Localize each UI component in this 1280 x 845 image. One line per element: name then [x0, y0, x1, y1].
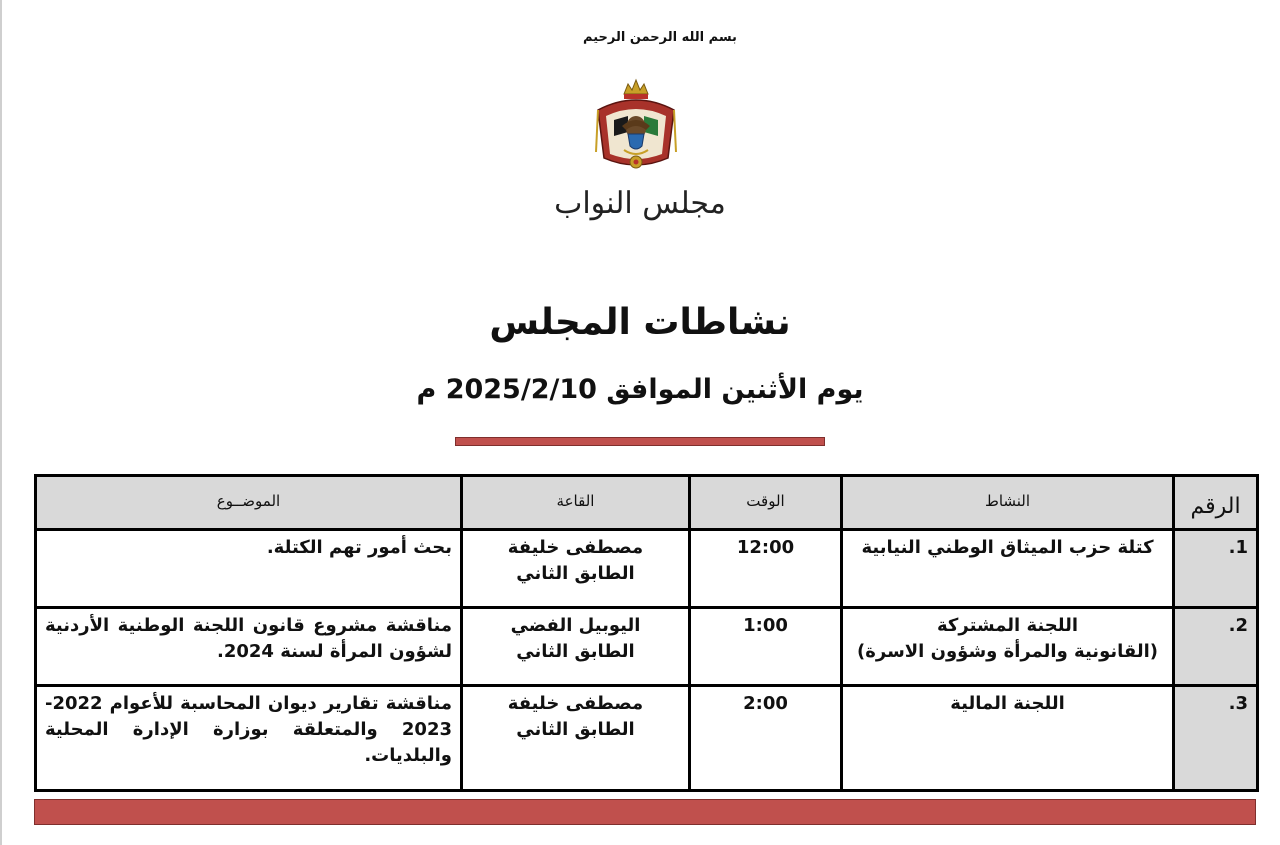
activities-table — [34, 474, 1259, 792]
table-row — [36, 530, 1258, 608]
header-hall: القاعة — [462, 476, 690, 530]
row-hall — [462, 607, 690, 685]
footer-divider — [34, 799, 1256, 825]
row-number: 1. — [1174, 530, 1258, 608]
table-row — [36, 607, 1258, 685]
row-topic: مناقشة تقارير ديوان المحاسبة للأعوام 2022-2023 والمتعلقة بوزارة الإدارة المحلية والبلديات. — [36, 685, 462, 790]
row-activity — [842, 685, 1174, 790]
table-header-row — [36, 476, 1258, 530]
row-hall — [462, 685, 690, 790]
hall-name: مصطفى خليفة — [507, 537, 644, 558]
page-edge-rule — [0, 0, 2, 845]
header-time: الوقت — [690, 476, 842, 530]
page-title: نشاطات المجلس — [489, 302, 791, 343]
row-time: 1:00 — [690, 607, 842, 685]
row-time: 12:00 — [690, 530, 842, 608]
row-topic: بحث أمور تهم الكتلة. — [36, 530, 462, 608]
hall-name: مصطفى خليفة — [507, 692, 644, 714]
table-row — [36, 685, 1258, 790]
jordan-coat-of-arms-icon — [584, 76, 688, 180]
row-hall — [462, 530, 690, 608]
activity-line: (القانونية والمرأة وشؤون الاسرة) — [857, 640, 1158, 662]
row-number: 3. — [1174, 685, 1258, 790]
hall-floor: الطابق الثاني — [516, 718, 635, 740]
title-divider — [455, 437, 825, 446]
header-number: الرقم — [1174, 476, 1258, 530]
page-subtitle-date: يوم الأثنين الموافق 2025/2/10 م — [416, 374, 864, 405]
parliament-logotype: مجلس النواب — [554, 186, 726, 221]
row-topic: مناقشة مشروع قانون اللجنة الوطنية الأردنية لشؤون المرأة لسنة 2024. — [36, 607, 462, 685]
hall-name: اليوبيل الفضي — [510, 614, 641, 636]
basmala: بسم الله الرحمن الرحيم — [583, 30, 737, 45]
activity-line: كتلة حزب الميثاق الوطني النيابية — [861, 537, 1154, 558]
row-activity — [842, 530, 1174, 608]
row-number: 2. — [1174, 607, 1258, 685]
activity-line: اللجنة المالية — [950, 692, 1065, 714]
hall-floor: الطابق الثاني — [516, 640, 635, 662]
hall-floor: الطابق الثاني — [516, 563, 635, 585]
row-time: 2:00 — [690, 685, 842, 790]
header-activity: النشاط — [842, 476, 1174, 530]
activity-line: اللجنة المشتركة — [936, 614, 1079, 636]
row-activity — [842, 607, 1174, 685]
header-topic: الموضــوع — [36, 476, 462, 530]
